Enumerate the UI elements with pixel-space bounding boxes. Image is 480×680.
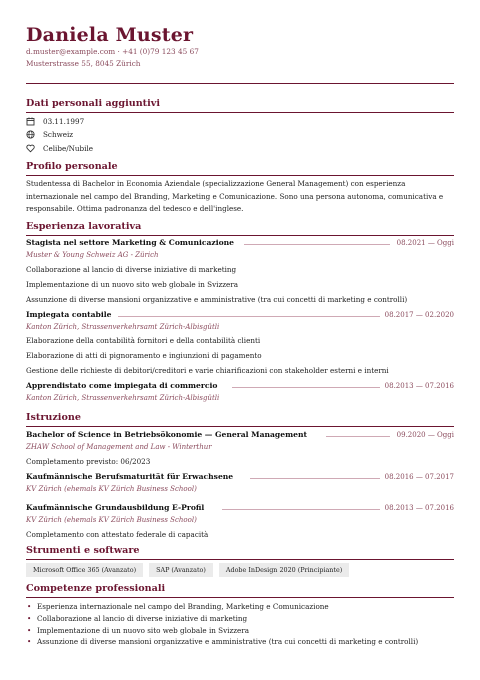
job-duty: Elaborazione di atti di pignoramento e ingiunzioni di pagamento (26, 351, 262, 360)
education-institution: ZHAW School of Management and Law - Winterthur (26, 443, 212, 451)
date-leader (222, 509, 380, 510)
personal-item-birthdate (26, 117, 84, 126)
education-note: Completamento con attestato federale di capacità (26, 530, 209, 539)
list-item: • Esperienza internazionale nel campo del Branding, Marketing e Comunicazione (26, 601, 460, 613)
section-title-personal: Dati personali aggiuntivi (26, 98, 160, 109)
contact-line: d.muster@example.com · +41 (0)79 123 45 67 (26, 47, 199, 56)
date-leader (244, 244, 390, 245)
education-note: Completamento previsto: 06/2023 (26, 457, 151, 466)
job-organization: Kanton Zürich, Strassenverkehrsamt Zürich-Albisgütli (26, 323, 220, 331)
section-title-education: Istruzione (26, 412, 81, 423)
section-title-profile: Profilo personale (26, 161, 118, 172)
list-item: • Implementazione di un nuovo sito web globale in Svizzera (26, 625, 460, 637)
tool-chip: Adobe InDesign 2020 (Principiante) (219, 563, 349, 577)
skills-list (26, 601, 460, 648)
education-title: Kaufmännische Grundausbildung E-Profil (26, 503, 205, 512)
section-divider (26, 426, 454, 427)
education-date: 09.2020 — Oggi (396, 431, 454, 439)
tool-chips (26, 563, 349, 577)
section-divider (26, 175, 454, 176)
education-title: Kaufmännische Berufsmaturität für Erwachsene (26, 472, 234, 481)
personal-item-value: 03.11.1997 (43, 117, 85, 126)
job-date: 08.2021 — Oggi (396, 239, 454, 247)
job-organization: Kanton Zürich, Strassenverkehrsamt Zürich-Albisgütli (26, 394, 220, 402)
personal-item-value: Schweiz (43, 130, 74, 139)
heart-icon (26, 144, 35, 153)
job-title: Apprendistato come impiegata di commercio (26, 381, 218, 390)
section-title-skills: Competenze professionali (26, 583, 166, 594)
education-title: Bachelor of Science in Betriebsökonomie — General Management (26, 430, 307, 439)
date-leader (250, 478, 380, 479)
date-leader (326, 436, 390, 437)
job-duty: Implementazione di un nuovo sito web globale in Svizzera (26, 280, 239, 289)
job-title: Stagista nel settore Marketing & Comunicazione (26, 238, 235, 247)
education-institution: KV Zürich (ehemals KV Zürich Business School) (26, 485, 197, 493)
job-title: Impiegata contabile (26, 310, 112, 319)
personal-item-status (26, 144, 93, 153)
job-date: 08.2017 — 02.2020 (384, 311, 454, 319)
candidate-name: Daniela Muster (26, 24, 194, 46)
education-date: 08.2016 — 07.2017 (384, 473, 454, 481)
section-divider (26, 112, 454, 113)
profile-text: Studentessa di Bachelor in Economia Aziendale (specializzazione General Management) con esperienza internazionale nel campo del Branding, Marketing e Comunicazione. Sono una persona autonoma, comunicativa e responsabile. Ottima padronanza del tedesco e dell'inglese. (26, 179, 444, 213)
job-duty: Elaborazione della contabilità fornitori e della contabilità clienti (26, 336, 261, 345)
date-leader (232, 387, 380, 388)
section-divider (26, 559, 454, 560)
section-divider (26, 597, 454, 598)
globe-icon (26, 130, 35, 139)
address-line: Musterstrasse 55, 8045 Zürich (26, 59, 141, 68)
job-date: 08.2013 — 07.2016 (384, 382, 454, 390)
education-institution: KV Zürich (ehemals KV Zürich Business School) (26, 516, 197, 524)
job-duty: Collaborazione al lancio di diverse iniziative di marketing (26, 265, 237, 274)
calendar-icon (26, 117, 35, 126)
job-duty: Gestione delle richieste di debitori/creditori e varie chiarificazioni con stakeholder esterni e interni (26, 366, 389, 375)
job-organization: Muster & Young Schweiz AG - Zürich (26, 251, 159, 259)
job-duty: Assunzione di diverse mansioni organizzative e amministrative (tra cui concetti di marketing e controlli) (26, 295, 408, 304)
personal-item-value: Celibe/Nubile (43, 144, 93, 153)
education-date: 08.2013 — 07.2016 (384, 504, 454, 512)
section-title-experience: Esperienza lavorativa (26, 221, 142, 232)
list-item: • Collaborazione al lancio di diverse iniziative di marketing (26, 613, 460, 625)
header-divider (26, 83, 454, 84)
date-leader (118, 316, 380, 317)
list-item: • Assunzione di diverse mansioni organizzative e amministrative (tra cui concetti di marketing e controlli) (26, 636, 460, 648)
section-title-tools: Strumenti e software (26, 545, 140, 556)
personal-item-nationality (26, 130, 73, 139)
tool-chip: Microsoft Office 365 (Avanzato) (26, 563, 143, 577)
section-divider (26, 235, 454, 236)
tool-chip: SAP (Avanzato) (149, 563, 213, 577)
